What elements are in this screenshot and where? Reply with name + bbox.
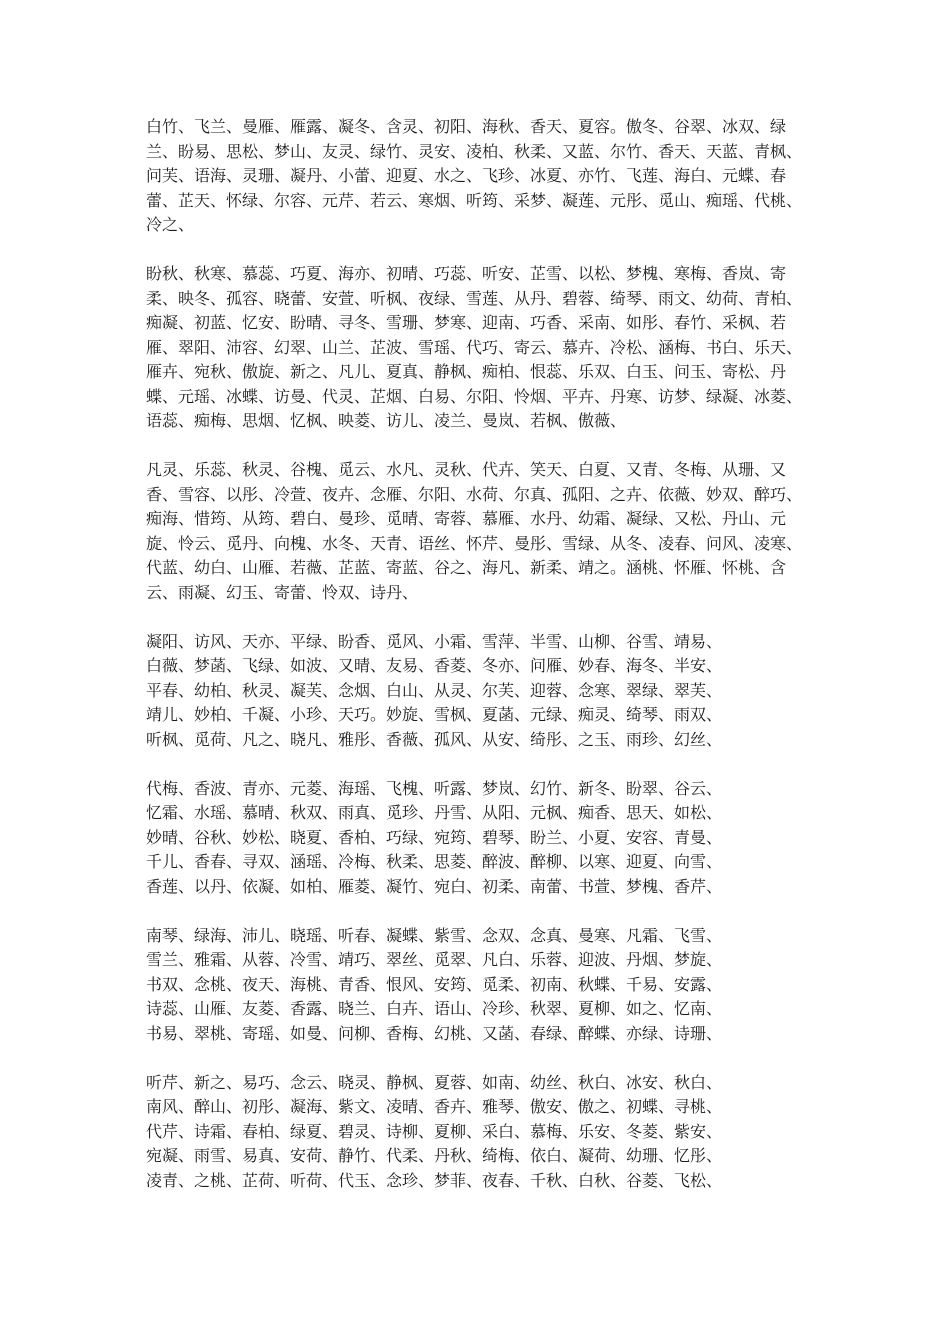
paragraph-1: 白竹、飞兰、曼雁、雁露、凝冬、含灵、初阳、海秋、香天、夏容。傲冬、谷翠、冰双、绿 兰、盼易、思松、梦山、友灵、绿竹、灵安、凌柏、秋柔、又蓝、尔竹、香天、天蓝、青枫、 问芙、语海、灵珊、凝丹、小蕾、迎夏、水之、飞珍、冰夏、亦竹、飞莲、海白、元蝶、春 蕾、芷天、怀绿、尔容、元芹、若云、寒烟、听筠、采梦、凝莲、元彤、觅山、痴瑶、代桃、 冷之、 xyxy=(146,117,803,234)
paragraph-7: 听芹、新之、易巧、念云、晓灵、静枫、夏蓉、如南、幼丝、秋白、冰安、秋白、 南风、醉山、初彤、凝海、紫文、凌晴、香卉、雅琴、傲安、傲之、初蝶、寻桃、 代芹、诗霜、春柏、绿夏、碧灵、诗柳、夏柳、采白、慕梅、乐安、冬菱、紫安、 宛凝、雨雪、易真、安荷、静竹、代柔、丹秋、绮梅、依白、凝荷、幼珊、忆彤、 凌青、之桃、芷荷、听荷、代玉、念珍、梦菲、夜春、千秋、白秋、谷菱、飞松、 xyxy=(146,1072,723,1190)
document-body xyxy=(146,115,814,1193)
paragraph-2: 盼秋、秋寒、慕蕊、巧夏、海亦、初晴、巧蕊、听安、芷雪、以松、梦槐、寒梅、香岚、寄 柔、映冬、孤容、晓蕾、安萱、听枫、夜绿、雪莲、从丹、碧蓉、绮琴、雨文、幼荷、青柏、 痴凝、初蓝、忆安、盼晴、寻冬、雪珊、梦寒、迎南、巧香、采南、如彤、春竹、采枫、若 雁、翠阳、沛容、幻翠、山兰、芷波、雪瑶、代巧、寄云、慕卉、冷松、涵梅、书白、乐天、 雁卉、宛秋、傲旋、新之、凡儿、夏真、静枫、痴柏、恨蕊、乐双、白玉、问玉、寄松、丹 蝶、元瑶、冰蝶、访曼、代灵、芷烟、白易、尔阳、怜烟、平卉、丹寒、访梦、绿凝、冰菱、 语蕊、痴梅、思烟、忆枫、映菱、访儿、凌兰、曼岚、若枫、傲薇、 xyxy=(146,264,803,430)
paragraph-6: 南琴、绿海、沛儿、晓瑶、听春、凝蝶、紫雪、念双、念真、曼寒、凡霜、飞雪、 雪兰、雅霜、从蓉、冷雪、靖巧、翠丝、觅翠、凡白、乐蓉、迎波、丹烟、梦旋、 书双、念桃、夜天、海桃、青香、恨风、安筠、觅柔、初南、秋蝶、千易、安露、 诗蕊、山雁、友菱、香露、晓兰、白卉、语山、冷珍、秋翠、夏柳、如之、忆南、 书易、翠桃、寄瑶、如曼、问柳、香梅、幻桃、又菡、春绿、醉蝶、亦绿、诗珊、 xyxy=(146,925,723,1043)
paragraph-4: 凝阳、访风、天亦、平绿、盼香、觅风、小霜、雪萍、半雪、山柳、谷雪、靖易、 白薇、梦菡、飞绿、如波、又晴、友易、香菱、冬亦、问雁、妙春、海冬、半安、 平春、幼柏、秋灵、凝芙、念烟、白山、从灵、尔芙、迎蓉、念寒、翠绿、翠芙、 靖儿、妙柏、千凝、小珍、天巧。妙旋、雪枫、夏菡、元绿、痴灵、绮琴、雨双、 听枫、觅荷、凡之、晓凡、雅彤、香薇、孤风、从安、绮彤、之玉、雨珍、幻丝、 xyxy=(146,631,723,749)
paragraph-3: 凡灵、乐蕊、秋灵、谷槐、觅云、水凡、灵秋、代卉、笑天、白夏、又青、冬梅、从珊、又 香、雪容、以彤、冷萱、夜卉、念雁、尔阳、水荷、尔真、孤阳、之卉、依薇、妙双、醉巧、 痴海、惜筠、从筠、碧白、曼珍、觅晴、寄蓉、慕雁、水丹、幼霜、凝绿、又松、丹山、元 旋、怜云、觅丹、向槐、水冬、天青、语丝、怀芹、曼彤、雪绿、从冬、凌春、问风、凌寒、 代蓝、幼白、山雁、若薇、芷蓝、寄蓝、谷之、海凡、新柔、靖之。涵桃、怀雁、怀桃、含 云、雨凝、幻玉、寄蕾、怜双、诗丹、 xyxy=(146,460,803,602)
paragraph-5: 代梅、香波、青亦、元菱、海瑶、飞槐、听露、梦岚、幻竹、新冬、盼翠、谷云、 忆霜、水瑶、慕晴、秋双、雨真、觅珍、丹雪、从阳、元枫、痴香、思天、如松、 妙晴、谷秋、妙松、晓夏、香柏、巧绿、宛筠、碧琴、盼兰、小夏、安容、青曼、 千儿、香春、寻双、涵瑶、冷梅、秋柔、思菱、醉波、醉柳、以寒、迎夏、向雪、 香莲、以丹、依凝、如柏、雁菱、凝竹、宛白、初柔、南蕾、书萱、梦槐、香芹、 xyxy=(146,778,723,896)
